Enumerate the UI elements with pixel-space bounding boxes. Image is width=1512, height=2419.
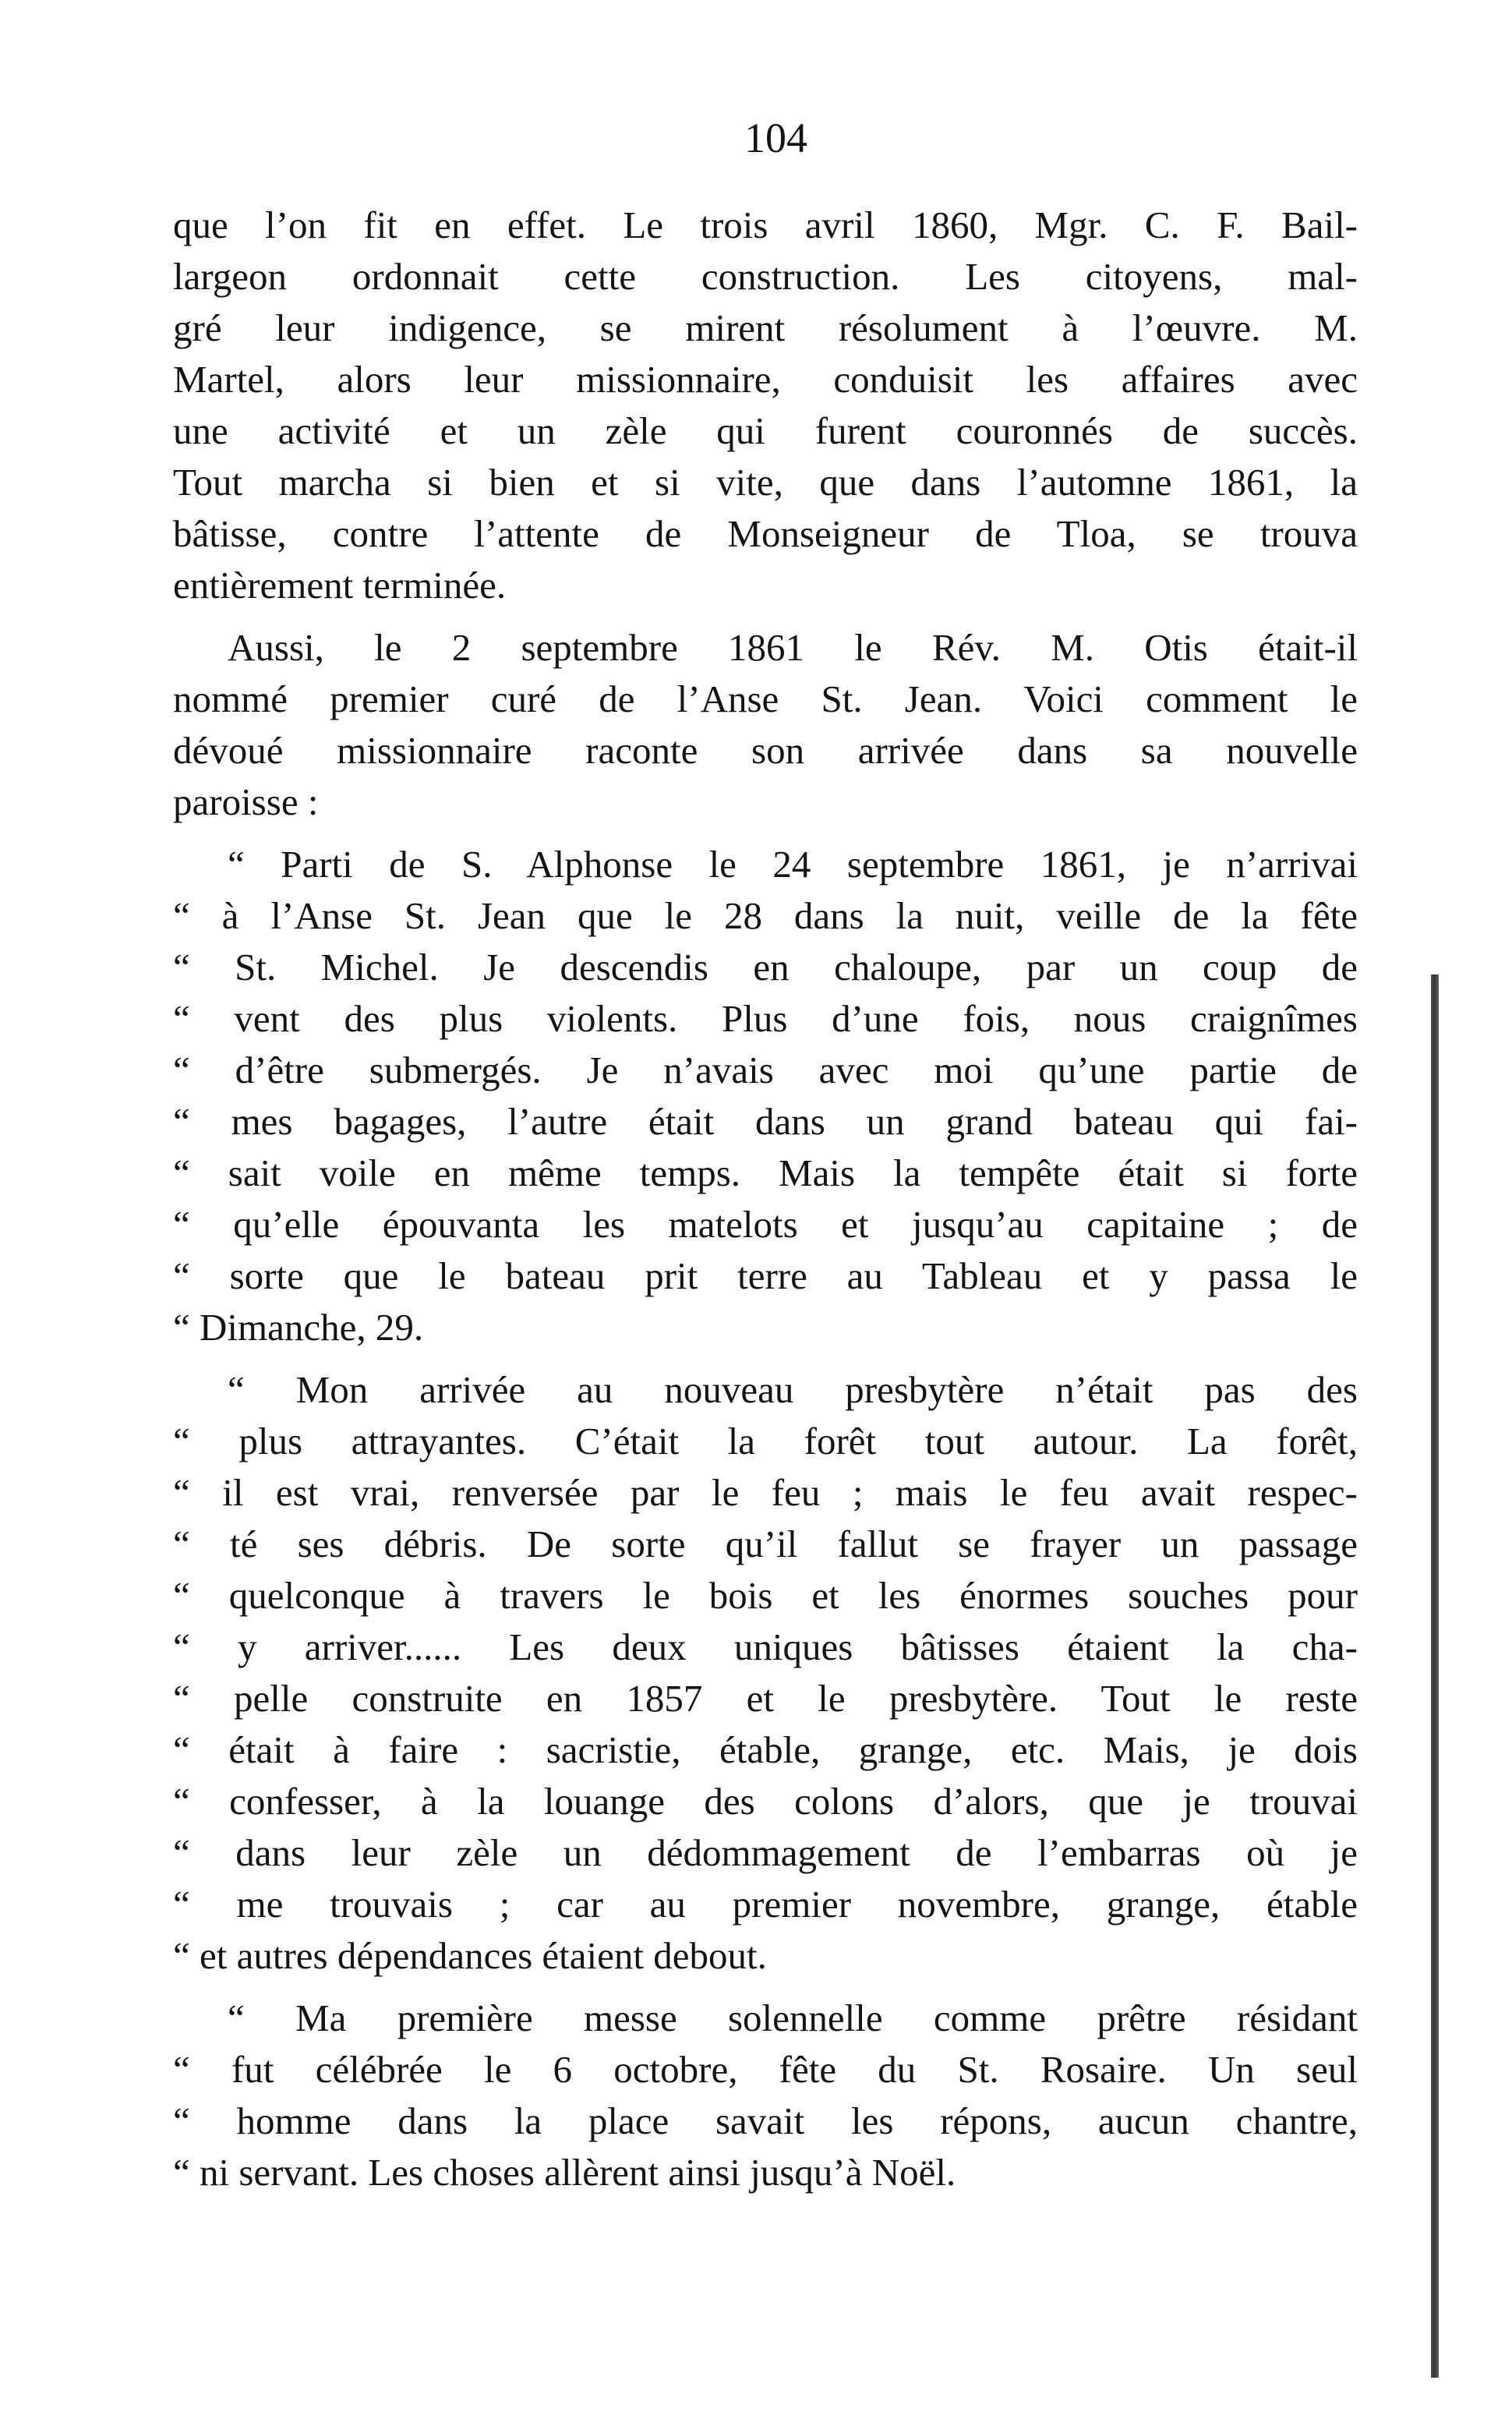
paragraph: [173, 200, 1358, 611]
text-line: “ Parti de S. Alphonse le 24 septembre 1861, je n’arrivai: [228, 843, 1358, 886]
text-line: Martel, alors leur missionnaire, conduisit les affaires avec: [173, 358, 1358, 401]
text-line: “ ni servant. Les choses allèrent ainsi jusqu’à Noël.: [173, 2151, 956, 2194]
text-line: “ Ma première messe solennelle comme prêtre résidant: [228, 1996, 1358, 2039]
text-line: “ qu’elle épouvanta les matelots et jusqu’au capitaine ; de: [173, 1203, 1358, 1246]
text-line: “ y arriver...... Les deux uniques bâtisses étaient la cha-: [173, 1625, 1358, 1668]
text-line: Tout marcha si bien et si vite, que dans l’automne 1861, la: [173, 461, 1358, 504]
text-line: largeon ordonnait cette construction. Les citoyens, mal-: [173, 255, 1358, 298]
text-line: une activité et un zèle qui furent couronnés de succès.: [173, 409, 1358, 452]
text-line: “ plus attrayantes. C’était la forêt tout autour. La forêt,: [173, 1420, 1358, 1462]
text-line: “ dans leur zèle un dédommagement de l’embarras où je: [173, 1831, 1358, 1874]
text-line: “ fut célébrée le 6 octobre, fête du St. Rosaire. Un seul: [173, 2048, 1358, 2091]
text-line: “ quelconque à travers le bois et les énormes souches pour: [173, 1574, 1358, 1617]
text-line: gré leur indigence, se mirent résolument à l’œuvre. M.: [173, 306, 1358, 349]
text-line: “ confesser, à la louange des colons d’alors, que je trouvai: [173, 1780, 1358, 1823]
text-line: “ St. Michel. Je descendis en chaloupe, par un coup de: [173, 946, 1358, 988]
text-line: “ Dimanche, 29.: [173, 1306, 424, 1349]
text-line: “ à l’Anse St. Jean que le 28 dans la nuit, veille de la fête: [173, 894, 1358, 937]
scan-edge-rule: [1431, 974, 1439, 2378]
text-line: “ sorte que le bateau prit terre au Tableau et y passa le: [173, 1254, 1358, 1297]
text-line: “ me trouvais ; car au premier novembre, grange, étable: [173, 1883, 1358, 1926]
text-line: “ sait voile en même temps. Mais la tempête était si forte: [173, 1151, 1358, 1194]
text-line: paroisse :: [173, 780, 319, 823]
text-line: bâtisse, contre l’attente de Monseigneur de Tloa, se trouva: [173, 512, 1358, 555]
paragraph: [173, 1364, 1358, 1982]
text-line: “ il est vrai, renversée par le feu ; mais le feu avait respec-: [173, 1471, 1358, 1514]
text-line: nommé premier curé de l’Anse St. Jean. Voici comment le: [173, 677, 1358, 720]
text-line: “ Mon arrivée au nouveau presbytère n’était pas des: [228, 1368, 1358, 1411]
paragraph: [173, 1993, 1358, 2198]
text-line: entièrement terminée.: [173, 564, 507, 607]
text-line: “ homme dans la place savait les répons, aucun chantre,: [173, 2099, 1358, 2142]
text-line: “ était à faire : sacristie, étable, grange, etc. Mais, je dois: [173, 1728, 1358, 1771]
text-line: “ d’être submergés. Je n’avais avec moi qu’une partie de: [173, 1049, 1358, 1091]
text-line: Aussi, le 2 septembre 1861 le Rév. M. Otis était-il: [228, 626, 1358, 669]
paragraph: [173, 622, 1358, 828]
text-line: “ té ses débris. De sorte qu’il fallut se frayer un passage: [173, 1522, 1358, 1565]
text-line: “ pelle construite en 1857 et le presbytère. Tout le reste: [173, 1677, 1358, 1720]
text-line: que l’on fit en effet. Le trois avril 1860, Mgr. C. F. Bail-: [173, 203, 1358, 246]
text-line: dévoué missionnaire raconte son arrivée dans sa nouvelle: [173, 729, 1358, 772]
page-number: 104: [744, 115, 807, 161]
text-line: “ et autres dépendances étaient debout.: [173, 1934, 767, 1977]
text-line: “ mes bagages, l’autre était dans un grand bateau qui fai-: [173, 1100, 1358, 1143]
text-line: “ vent des plus violents. Plus d’une fois, nous craignîmes: [173, 997, 1358, 1040]
paragraph: [173, 839, 1358, 1353]
body-text: [173, 200, 1358, 2198]
